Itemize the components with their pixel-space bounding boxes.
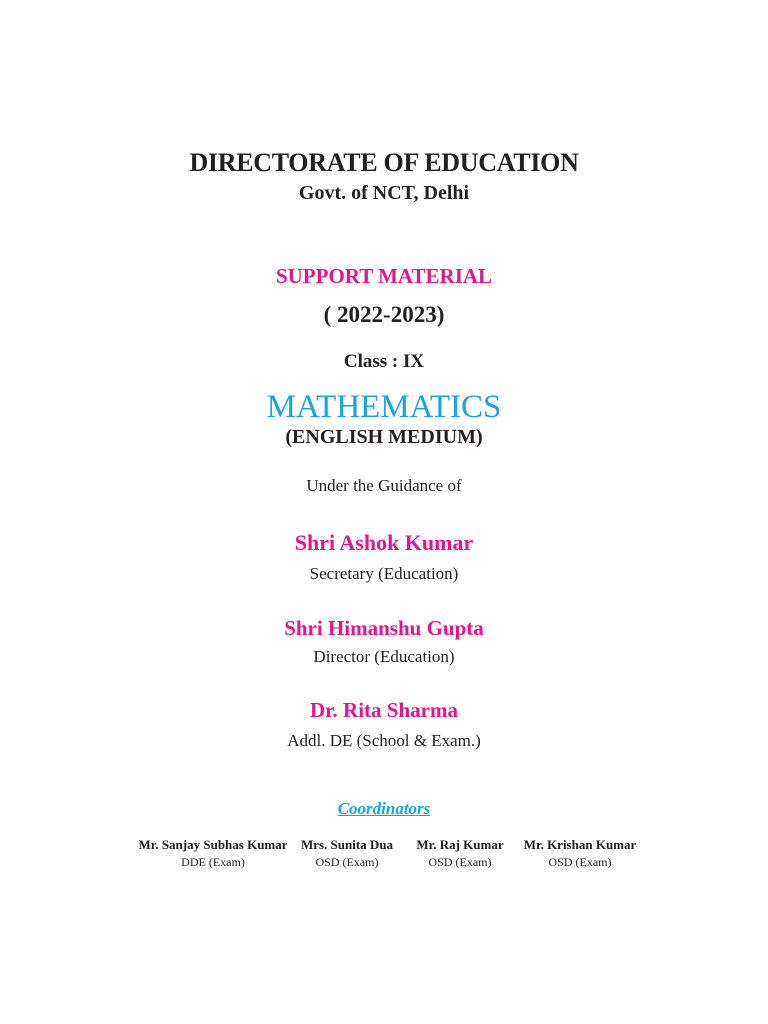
medium-label: (ENGLISH MEDIUM) [285, 426, 483, 448]
coordinator-role: DDE (Exam) [181, 855, 245, 869]
subject-title: MATHEMATICS [266, 389, 502, 425]
coordinator-name: Mr. Sanjay Subhas Kumar [138, 837, 288, 852]
session-year: ( 2022-2023) [323, 302, 445, 327]
coordinator-name: Mrs. Sunita Dua [300, 837, 394, 852]
coordinator-name: Mr. Krishan Kumar [523, 837, 637, 852]
department-subtitle: Govt. of NCT, Delhi [298, 182, 470, 204]
department-title: DIRECTORATE OF EDUCATION [189, 148, 579, 177]
coordinator-name: Mr. Raj Kumar [416, 837, 504, 852]
coordinator-role: OSD (Exam) [315, 855, 379, 869]
support-material-label: SUPPORT MATERIAL [275, 264, 493, 288]
coordinator-role: OSD (Exam) [548, 855, 612, 869]
coordinator-entry [294, 838, 400, 868]
coordinator-entry [138, 838, 288, 868]
guidance-person-role: Secretary (Education) [309, 564, 459, 583]
guidance-person-role: Addl. DE (School & Exam.) [287, 731, 481, 750]
guidance-person-name: Shri Ashok Kumar [294, 530, 474, 555]
guidance-intro: Under the Guidance of [306, 476, 462, 495]
coordinator-entry [520, 838, 640, 868]
guidance-person-name: Dr. Rita Sharma [310, 698, 458, 722]
class-label: Class : IX [343, 351, 425, 372]
coordinators-heading: Coordinators [337, 799, 431, 818]
guidance-person-role: Director (Education) [313, 647, 455, 666]
coordinator-role: OSD (Exam) [428, 855, 492, 869]
coordinator-entry [410, 838, 510, 868]
guidance-person-name: Shri Himanshu Gupta [284, 616, 484, 640]
